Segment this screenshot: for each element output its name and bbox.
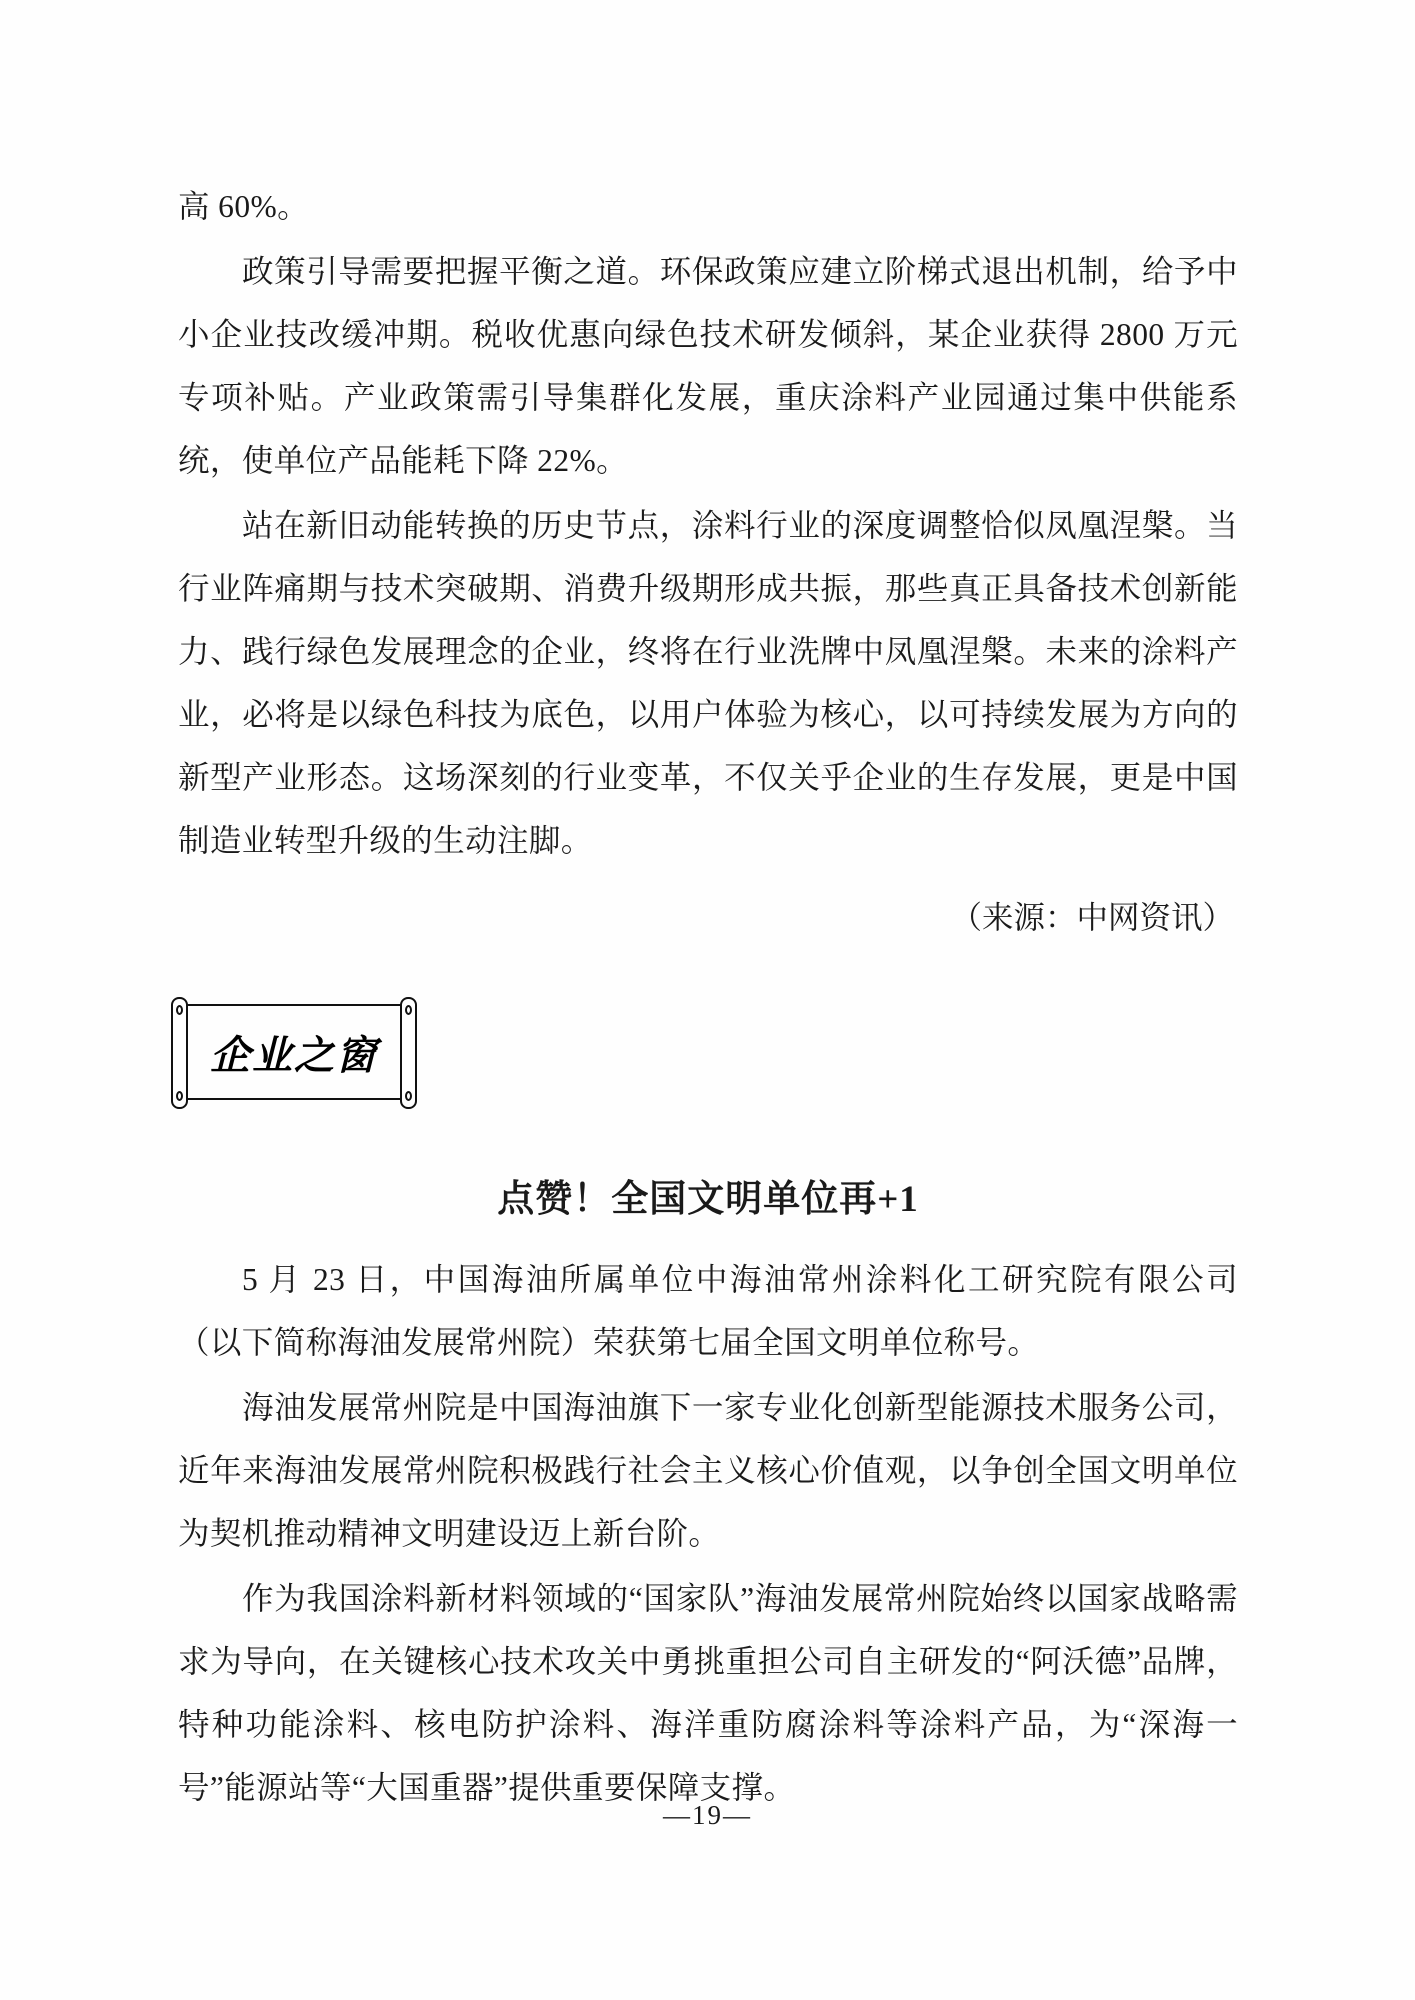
article-source: （来源：中网资讯） bbox=[950, 900, 1234, 935]
paragraph-industry-outlook: 站在新旧动能转换的历史节点，涂料行业的深度调整恰似凤凰涅槃。当行业阵痛期与技术突破期、消费升级期形成共振，那些真正具备技术创新能力、践行绿色发展理念的企业，终将在行业洗牌中凤凰涅槃。未来的涂料产业，必将是以绿色科技为底色，以用户体验为核心，以可持续发展为方向的新型产业形态。这场深刻的行业变革，不仅关乎企业的生存发展，更是中国制造业转型升级的生动注脚。 bbox=[178, 508, 1238, 858]
article-paragraph-2: 海油发展常州院是中国海油旗下一家专业化创新型能源技术服务公司，近年来海油发展常州院积极践行社会主义核心价值观，以争创全国文明单位为契机推动精神文明建设迈上新台阶。 bbox=[178, 1390, 1238, 1551]
paragraph-continuation: 高 60%。 bbox=[178, 189, 310, 224]
page-number: —19— bbox=[663, 1800, 752, 1830]
article-title: 点赞！全国文明单位再+1 bbox=[497, 1179, 919, 1220]
section-banner-frame bbox=[178, 1004, 410, 1100]
section-banner bbox=[178, 1004, 1238, 1112]
article-paragraph-1: 5 月 23 日，中国海油所属单位中海油常州涂料化工研究院有限公司（以下简称海油发展常州院）荣获第七届全国文明单位称号。 bbox=[178, 1262, 1238, 1360]
section-banner-label: 企业之窗 bbox=[210, 1032, 378, 1078]
paragraph-policy-guidance: 政策引导需要把握平衡之道。环保政策应建立阶梯式退出机制，给予中小企业技改缓冲期。税收优惠向绿色技术研发倾斜，某企业获得 2800 万元专项补贴。产业政策需引导集群化发展，重庆涂料产业园通过集中供能系统，使单位产品能耗下降 22%。 bbox=[178, 254, 1238, 478]
article-paragraph-3: 作为我国涂料新材料领域的“国家队”海油发展常州院始终以国家战略需求为导向，在关键核心技术攻关中勇挑重担公司自主研发的“阿沃德”品牌，特种功能涂料、核电防护涂料、海洋重防腐涂料等涂料产品，为“深海一号”能源站等“大国重器”提供重要保障支撑。 bbox=[178, 1581, 1238, 1805]
page-content bbox=[178, 175, 1238, 1821]
